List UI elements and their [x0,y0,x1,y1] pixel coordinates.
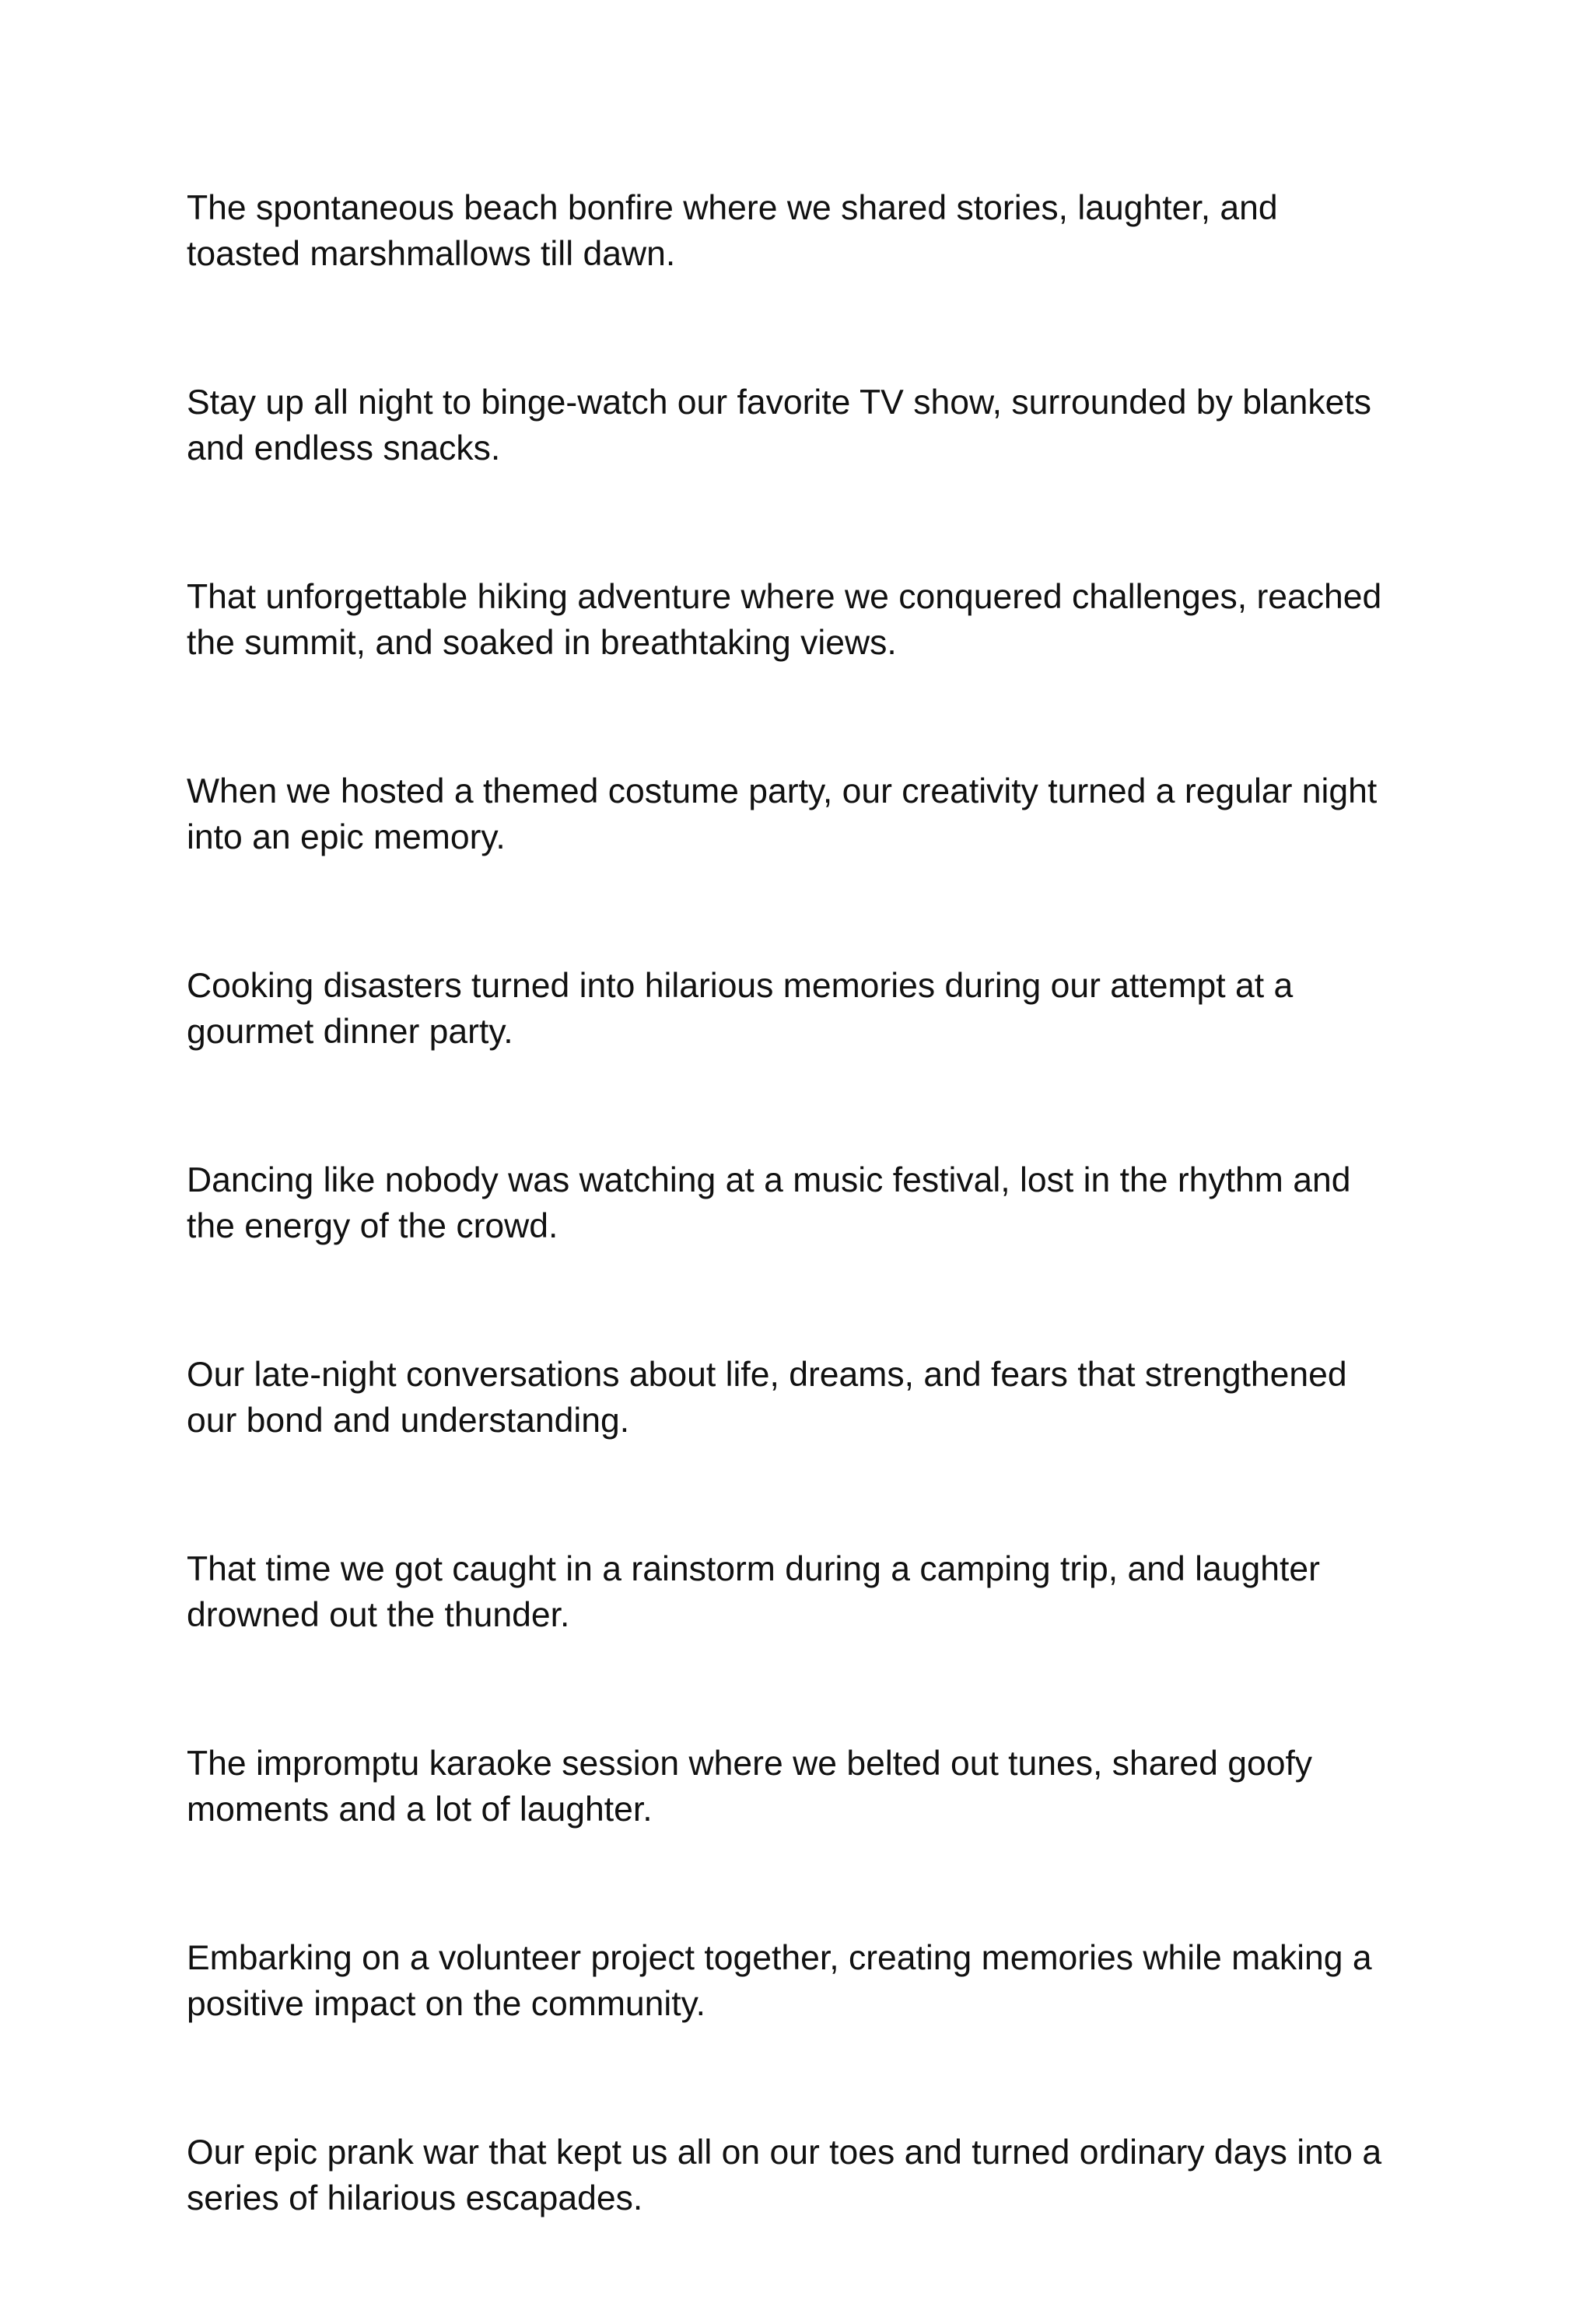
paragraph-10 [187,1935,1431,2027]
document-body [187,185,1431,2324]
paragraph-line: Embarking on a volunteer project together, creating memories while making a [187,1939,1372,1977]
paragraph-line: drowned out the thunder. [187,1596,570,1634]
paragraph-line: That unforgettable hiking adventure where we conquered challenges, reached [187,578,1382,616]
paragraph-line: the summit, and soaked in breathtaking views. [187,624,897,662]
paragraph-line: The spontaneous beach bonfire where we shared stories, laughter, and [187,189,1278,227]
paragraph-line: our bond and understanding. [187,1402,630,1440]
paragraph-line: When we hosted a themed costume party, our creativity turned a regular night [187,772,1378,810]
paragraph-line: The impromptu karaoke session where we belted out tunes, shared goofy [187,1745,1313,1783]
paragraph-line: and endless snacks. [187,429,501,467]
paragraph-8 [187,1546,1431,1638]
paragraph-9 [187,1741,1431,1832]
paragraph-line: Stay up all night to binge-watch our favorite TV show, surrounded by blankets [187,383,1371,422]
paragraph-line: gourmet dinner party. [187,1013,513,1051]
paragraph-line: into an epic memory. [187,818,506,856]
paragraph-line: the energy of the crowd. [187,1207,558,1245]
paragraph-2 [187,380,1431,471]
paragraph-11 [187,2130,1431,2221]
paragraph-7 [187,1352,1431,1444]
paragraph-line: toasted marshmallows till dawn. [187,235,676,273]
paragraph-line: series of hilarious escapades. [187,2179,643,2217]
paragraph-line: Our epic prank war that kept us all on our toes and turned ordinary days into a [187,2133,1382,2172]
paragraph-5 [187,963,1431,1055]
paragraph-line: Cooking disasters turned into hilarious memories during our attempt at a [187,967,1294,1005]
paragraph-line: positive impact on the community. [187,1985,705,2023]
paragraph-4 [187,768,1431,860]
paragraph-3 [187,574,1431,666]
paragraph-line: Our late-night conversations about life, dreams, and fears that strengthened [187,1356,1347,1394]
paragraph-line: Dancing like nobody was watching at a music festival, lost in the rhythm and [187,1161,1351,1199]
paragraph-6 [187,1157,1431,1249]
paragraph-line: moments and a lot of laughter. [187,1790,653,1829]
paragraph-line: That time we got caught in a rainstorm during a camping trip, and laughter [187,1550,1320,1588]
paragraph-1 [187,185,1431,277]
